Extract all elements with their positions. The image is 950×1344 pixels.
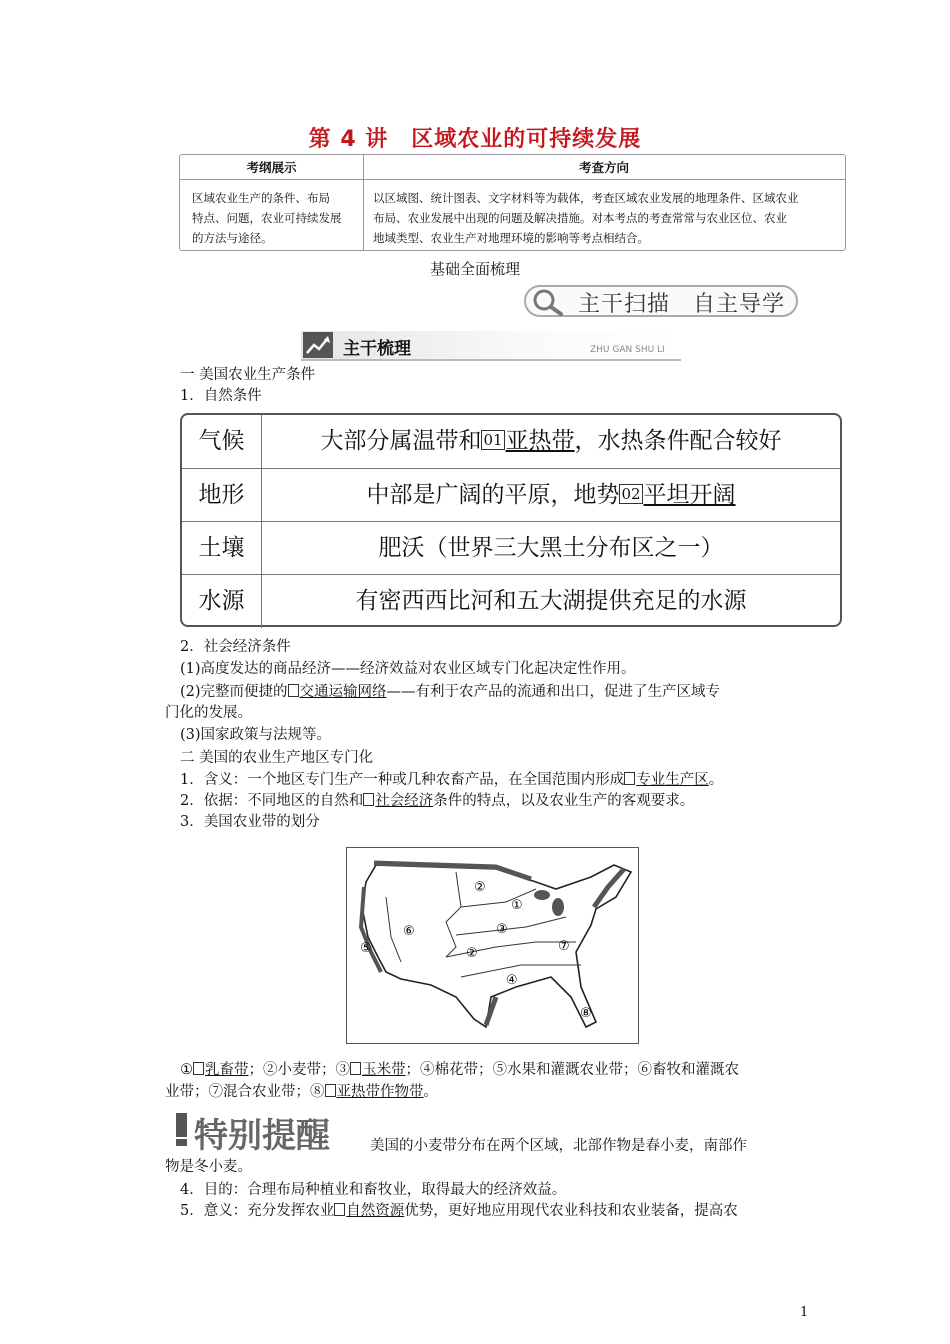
row-text-post: ，水热条件配合较好 [574, 428, 782, 454]
row-text: 肥沃（世界三大黑土分布区之一） [378, 535, 724, 561]
line-post: 。 [708, 772, 724, 788]
map-label: ④ [506, 973, 518, 988]
line-pre: 5．意义：充分发挥农业 [180, 1203, 335, 1219]
exclamation-dot [176, 1139, 187, 1146]
part2-line5 [180, 1201, 738, 1221]
part1-item3: (3)国家政策与法规等。 [180, 727, 332, 743]
part2-line1 [180, 770, 723, 790]
row-label: 地形 [182, 469, 262, 522]
legend-text: 业带；⑦混合农业带；⑧ [165, 1084, 325, 1100]
row-label: 水源 [182, 575, 262, 628]
blank-text: 自然资源 [346, 1203, 405, 1219]
row-label: 气候 [182, 415, 262, 468]
legend-text: ；②小麦带；③ [248, 1062, 350, 1078]
table-row [182, 521, 840, 574]
line-pre: 2．依据：不同地区的自然和 [180, 793, 364, 809]
map-label: ① [511, 898, 523, 913]
part1-heading: 一 美国农业生产条件 [180, 367, 316, 383]
part1-item2-cont: 门化的发展。 [165, 705, 252, 721]
map-label: ⑧ [580, 1006, 592, 1021]
legend-text: ① [180, 1062, 193, 1078]
blank-text: 社会经济 [375, 793, 434, 809]
syllabus-outline-line: 区域农业生产的条件、布局 [192, 191, 330, 205]
blank-box [325, 1084, 336, 1097]
magnifier-icon [530, 288, 566, 316]
item2-post: ——有利于农产品的流通和出口，促进了生产区域专 [386, 684, 721, 700]
natural-conditions-table [180, 413, 842, 627]
blank-text: 亚热带 [505, 428, 575, 454]
line-pre: 1．含义：一个地区专门生产一种或几种农畜产品，在全国范围内形成 [180, 772, 625, 788]
map-label: ⑥ [403, 924, 415, 939]
table-row [182, 415, 840, 468]
blank-answer [619, 482, 735, 508]
belt-legend-line2 [165, 1082, 438, 1102]
row-text: 有密西西比河和五大湖提供充足的水源 [355, 588, 747, 614]
blank-number: 01 [483, 431, 503, 449]
legend-text: ；④棉花带；⑤水果和灌溉农业带；⑥畜牧和灌溉农 [405, 1062, 739, 1078]
syllabus-header-outline: 考纲展示 [180, 155, 363, 180]
part1-sub1: 1．自然条件 [180, 388, 262, 404]
blank-text: 专业生产区 [636, 772, 709, 788]
part1-item1: (1)高度发达的商品经济——经济效益对农业区域专门化起决定性作用。 [180, 661, 636, 677]
syllabus-direction-line: 布局、农业发展中出现的问题及解决措施。对本考点的考查常常与农业区位、农业 [373, 211, 787, 225]
us-belt-map-svg [346, 847, 639, 1044]
part1-item2 [180, 682, 720, 702]
blank-box [363, 793, 374, 806]
legend-text: 。 [423, 1084, 438, 1100]
part2-line3: 3．美国农业带的划分 [180, 814, 320, 830]
blank-text: 乳畜带 [205, 1062, 249, 1078]
reminder-text-line2: 物是冬小麦。 [165, 1159, 252, 1175]
syllabus-divider [363, 155, 364, 250]
blank-text: 交通运输网络 [299, 684, 387, 700]
blank-text: 玉米带 [362, 1062, 406, 1078]
special-reminder-label: 特别提醒 [194, 1116, 330, 1156]
syllabus-outline-line: 的方法与途径。 [192, 231, 273, 245]
map-label: ⑤ [360, 941, 372, 956]
row-label: 土壤 [182, 522, 262, 575]
map-label: ③ [496, 922, 508, 937]
blank-box [288, 684, 299, 697]
part2-line4: 4．目的：合理布局种植业和畜牧业，取得最大的经济效益。 [180, 1182, 567, 1198]
line-post: 优势，更好地应用现代农业科技和农业装备，提高农 [404, 1203, 738, 1219]
syllabus-outline-text [192, 188, 360, 248]
blank-answer [481, 428, 574, 454]
row-text-pre: 大部分属温带和 [320, 428, 482, 454]
section-header-english: ZHU GAN SHU LI [590, 345, 665, 355]
part2-line2 [180, 791, 694, 811]
syllabus-direction-line: 以区域图、统计图表、文字材料等为载体，考查区域农业发展的地理条件、区域农业 [373, 191, 799, 205]
blank-box [350, 1062, 361, 1075]
blank-box [624, 772, 635, 785]
map-label: ② [466, 946, 478, 961]
line-post: 条件的特点，以及农业生产的客观要求。 [433, 793, 695, 809]
section-header-label: 主干梳理 [343, 339, 411, 359]
blank-text: 亚热带作物带 [336, 1084, 424, 1100]
page-title: 第 4 讲 区域农业的可持续发展 [308, 127, 642, 152]
section-title: 基础全面梳理 [429, 260, 520, 278]
syllabus-direction-line: 地域类型、农业生产对地理环境的影响等考点相结合。 [373, 231, 649, 245]
part2-heading: 二 美国的农业生产地区专门化 [180, 750, 374, 766]
row-text [262, 415, 840, 468]
page-number: 1 [800, 1305, 809, 1320]
trend-chart-icon [303, 332, 333, 358]
table-row [182, 574, 840, 627]
blank-box [193, 1062, 204, 1075]
syllabus-header-direction: 考查方向 [363, 155, 845, 180]
blank-box [334, 1203, 345, 1216]
part1-sub2: 2．社会经济条件 [180, 639, 291, 655]
row-text-pre: 中部是广阔的平原，地势 [366, 482, 620, 508]
reminder-text-line1: 美国的小麦带分布在两个区域，北部作物是春小麦，南部作 [370, 1138, 747, 1154]
table-row [182, 468, 840, 521]
item2-pre: (2)完整而便捷的 [180, 684, 288, 700]
map-label: ⑦ [558, 939, 570, 954]
belt-legend-line1 [180, 1060, 739, 1080]
guide-banner-text: 主干扫描 自主导学 [578, 292, 786, 317]
map-label: ② [474, 880, 486, 895]
blank-number: 02 [621, 485, 641, 503]
syllabus-direction-text [373, 188, 839, 248]
syllabus-table [179, 154, 846, 251]
syllabus-outline-line: 特点、问题，农业可持续发展 [192, 211, 342, 225]
row-text [262, 469, 840, 522]
exclamation-icon [176, 1113, 187, 1137]
blank-text: 平坦开阔 [643, 482, 736, 508]
